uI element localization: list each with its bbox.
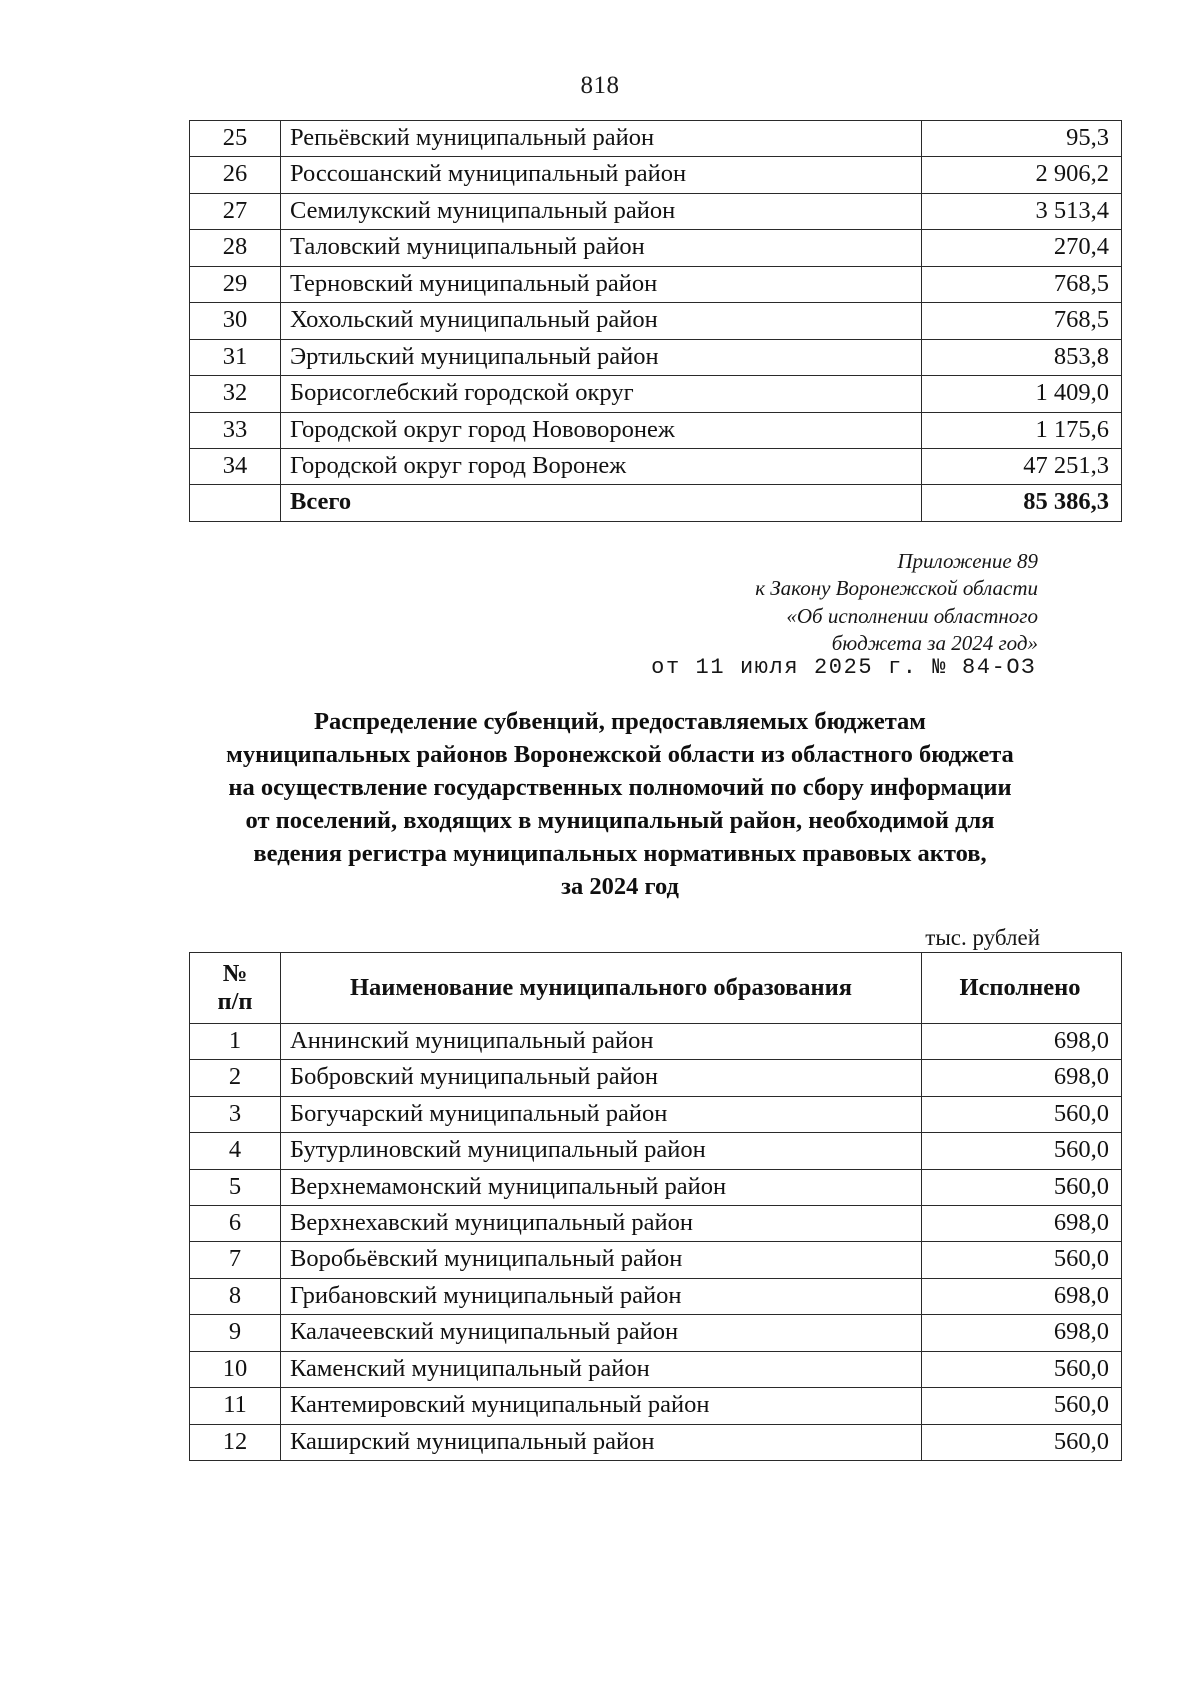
section-title <box>190 706 1050 904</box>
cell-name: Всего <box>281 485 922 521</box>
table-row <box>190 339 1122 375</box>
table-row <box>190 1060 1122 1096</box>
header-cell-name: Наименование муниципального образования <box>281 953 922 1024</box>
header-number-line-1: № <box>222 960 248 987</box>
cell-name: Борисоглебский городской округ <box>281 376 922 412</box>
cell-number: 26 <box>190 157 281 193</box>
cell-number <box>190 485 281 521</box>
cell-value: 95,3 <box>922 121 1122 157</box>
appendix-line-3: «Об исполнении областного <box>786 603 1038 628</box>
cell-value: 698,0 <box>922 1023 1122 1059</box>
cell-name: Терновский муниципальный район <box>281 266 922 302</box>
cell-number: 3 <box>190 1096 281 1132</box>
cell-value: 85 386,3 <box>922 485 1122 521</box>
cell-value: 853,8 <box>922 339 1122 375</box>
cell-value: 560,0 <box>922 1096 1122 1132</box>
cell-name: Репьёвский муниципальный район <box>281 121 922 157</box>
cell-value: 768,5 <box>922 303 1122 339</box>
table-row <box>190 1096 1122 1132</box>
table-row <box>190 157 1122 193</box>
cell-value: 270,4 <box>922 230 1122 266</box>
cell-name: Воробьёвский муниципальный район <box>281 1242 922 1278</box>
cell-value: 560,0 <box>922 1424 1122 1460</box>
table-row <box>190 1169 1122 1205</box>
appendix-line-2: к Закону Воронежской области <box>755 576 1038 601</box>
table-row <box>190 1315 1122 1351</box>
table-total-row <box>190 485 1122 521</box>
cell-number: 10 <box>190 1351 281 1387</box>
table-row <box>190 1023 1122 1059</box>
table-header-row <box>190 953 1122 1024</box>
table-row <box>190 1206 1122 1242</box>
table-row <box>190 193 1122 229</box>
header-number-line-2: п/п <box>217 987 253 1015</box>
cell-name: Богучарский муниципальный район <box>281 1096 922 1132</box>
cell-number: 33 <box>190 412 281 448</box>
cell-number: 2 <box>190 1060 281 1096</box>
cell-value: 2 906,2 <box>922 157 1122 193</box>
cell-number: 27 <box>190 193 281 229</box>
units-label: тыс. рублей <box>925 925 1040 950</box>
cell-value: 560,0 <box>922 1388 1122 1424</box>
table-row <box>190 1133 1122 1169</box>
cell-number: 25 <box>190 121 281 157</box>
cell-number: 34 <box>190 448 281 484</box>
table-bottom-head <box>190 953 1122 1024</box>
table-row <box>190 1351 1122 1387</box>
cell-number: 31 <box>190 339 281 375</box>
table-row <box>190 1242 1122 1278</box>
section-title-line-2: муниципальных районов Воронежской области из областного бюджета <box>226 740 1014 768</box>
table-row <box>190 1424 1122 1460</box>
section-title-line-6: за 2024 год <box>561 872 679 900</box>
cell-number: 4 <box>190 1133 281 1169</box>
cell-value: 47 251,3 <box>922 448 1122 484</box>
registry-subventions-table <box>189 952 1122 1461</box>
cell-number: 1 <box>190 1023 281 1059</box>
table-row <box>190 412 1122 448</box>
cell-name: Россошанский муниципальный район <box>281 157 922 193</box>
page-number: 818 <box>580 72 620 99</box>
section-title-line-5: ведения регистра муниципальных нормативных правовых актов, <box>253 839 987 867</box>
appendix-reference <box>608 548 1038 657</box>
cell-name: Верхнехавский муниципальный район <box>281 1206 922 1242</box>
cell-value: 698,0 <box>922 1060 1122 1096</box>
cell-name: Семилукский муниципальный район <box>281 193 922 229</box>
table-row <box>190 448 1122 484</box>
header-cell-value: Исполнено <box>922 953 1122 1024</box>
cell-name: Таловский муниципальный район <box>281 230 922 266</box>
cell-name: Аннинский муниципальный район <box>281 1023 922 1059</box>
cell-number: 30 <box>190 303 281 339</box>
table-row <box>190 1388 1122 1424</box>
table-row <box>190 1278 1122 1314</box>
subventions-table-continued <box>189 120 1122 522</box>
cell-name: Городской округ город Нововоронеж <box>281 412 922 448</box>
cell-name: Городской округ город Воронеж <box>281 448 922 484</box>
table-row <box>190 303 1122 339</box>
cell-value: 768,5 <box>922 266 1122 302</box>
cell-value: 560,0 <box>922 1242 1122 1278</box>
cell-name: Хохольский муниципальный район <box>281 303 922 339</box>
cell-name: Каменский муниципальный район <box>281 1351 922 1387</box>
cell-value: 1 409,0 <box>922 376 1122 412</box>
cell-name: Бутурлиновский муниципальный район <box>281 1133 922 1169</box>
section-title-line-1: Распределение субвенций, предоставляемых бюджетам <box>314 708 926 735</box>
cell-number: 9 <box>190 1315 281 1351</box>
cell-number: 7 <box>190 1242 281 1278</box>
appendix-line-4: бюджета за 2024 год» <box>831 630 1038 655</box>
header-cell-number <box>190 953 281 1024</box>
cell-number: 28 <box>190 230 281 266</box>
section-title-line-4: от поселений, входящих в муниципальный район, необходимой для <box>245 806 995 834</box>
cell-value: 3 513,4 <box>922 193 1122 229</box>
table-row <box>190 266 1122 302</box>
cell-value: 698,0 <box>922 1315 1122 1351</box>
section-title-line-3: на осуществление государственных полномочий по сбору информации <box>228 773 1012 801</box>
cell-name: Эртильский муниципальный район <box>281 339 922 375</box>
cell-number: 32 <box>190 376 281 412</box>
cell-number: 5 <box>190 1169 281 1205</box>
law-date: от 11 июля 2025 г. № 84-ОЗ <box>651 655 1036 680</box>
table-row <box>190 121 1122 157</box>
cell-name: Каширский муниципальный район <box>281 1424 922 1460</box>
cell-number: 11 <box>190 1388 281 1424</box>
cell-value: 560,0 <box>922 1133 1122 1169</box>
table-row <box>190 376 1122 412</box>
cell-value: 698,0 <box>922 1206 1122 1242</box>
cell-number: 8 <box>190 1278 281 1314</box>
cell-number: 29 <box>190 266 281 302</box>
table-row <box>190 230 1122 266</box>
cell-value: 698,0 <box>922 1278 1122 1314</box>
cell-name: Калачеевский муниципальный район <box>281 1315 922 1351</box>
cell-number: 6 <box>190 1206 281 1242</box>
cell-name: Бобровский муниципальный район <box>281 1060 922 1096</box>
cell-name: Кантемировский муниципальный район <box>281 1388 922 1424</box>
cell-value: 560,0 <box>922 1169 1122 1205</box>
appendix-line-1: Приложение 89 <box>897 549 1038 573</box>
cell-name: Грибановский муниципальный район <box>281 1278 922 1314</box>
table-bottom-body <box>190 1023 1122 1460</box>
table-top-body <box>190 121 1122 522</box>
cell-number: 12 <box>190 1424 281 1460</box>
cell-value: 1 175,6 <box>922 412 1122 448</box>
cell-name: Верхнемамонский муниципальный район <box>281 1169 922 1205</box>
cell-value: 560,0 <box>922 1351 1122 1387</box>
